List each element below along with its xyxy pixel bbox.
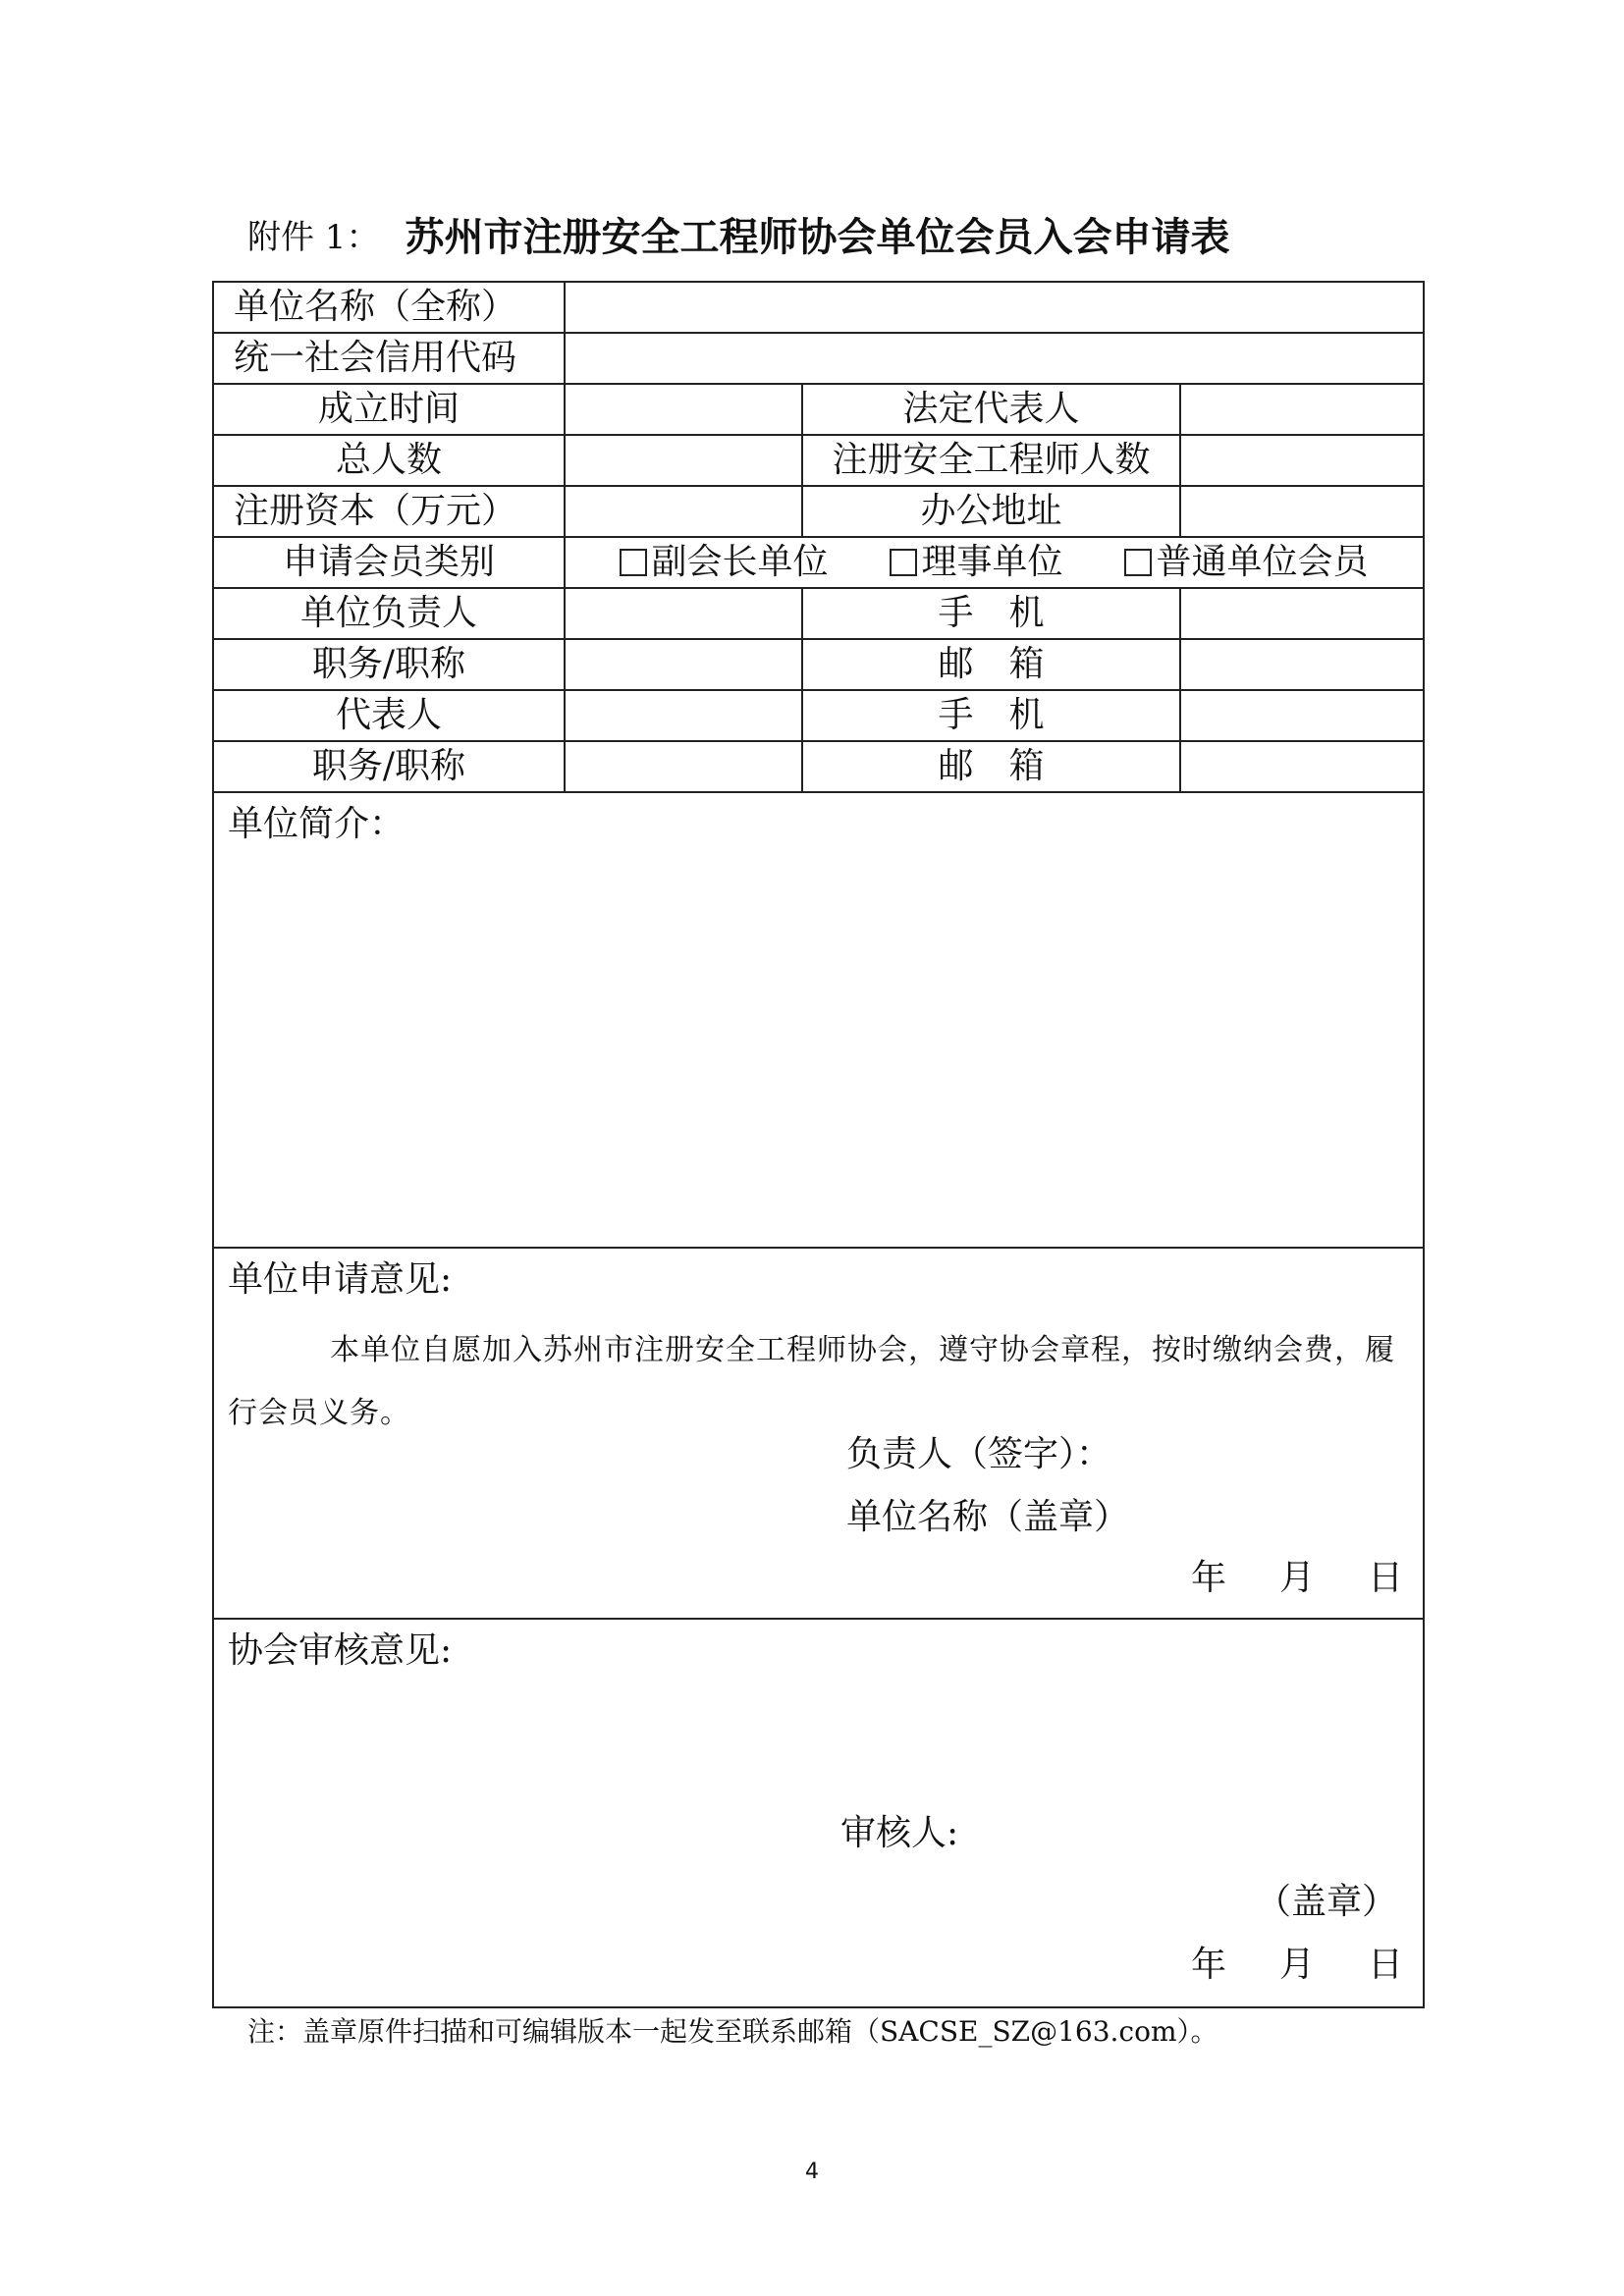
- mobile-field[interactable]: [1180, 588, 1424, 639]
- checkbox-icon[interactable]: [890, 549, 917, 576]
- row-credit-code: [213, 333, 1424, 384]
- unit-head-field[interactable]: [565, 588, 802, 639]
- engineer-count-field[interactable]: [1180, 435, 1424, 486]
- attachment-label: 附件 1：: [247, 218, 380, 257]
- legal-rep-field[interactable]: [1180, 384, 1424, 435]
- association-review-label: 协会审核意见:: [228, 1630, 453, 1671]
- row-staff: [213, 435, 1424, 486]
- email-field[interactable]: [1180, 639, 1424, 690]
- member-type-label: 申请会员类别: [213, 537, 565, 588]
- representative-field[interactable]: [565, 690, 802, 741]
- row-established: [213, 384, 1424, 435]
- option-label: 副会长单位: [651, 542, 829, 582]
- row-unit-intro: [213, 792, 1424, 1248]
- position-label-2: 职务/职称: [213, 741, 565, 792]
- office-address-field[interactable]: [1180, 486, 1424, 537]
- row-representative: [213, 690, 1424, 741]
- established-field[interactable]: [565, 384, 802, 435]
- mobile-label: 手 机: [802, 588, 1180, 639]
- application-date: [1138, 1558, 1404, 1598]
- checkbox-icon[interactable]: [1124, 549, 1152, 576]
- credit-code-label: 统一社会信用代码: [213, 333, 565, 384]
- checkbox-icon[interactable]: [620, 549, 647, 576]
- established-label: 成立时间: [213, 384, 565, 435]
- unit-seal-label: 单位名称（盖章）: [846, 1497, 1130, 1537]
- total-staff-label: 总人数: [213, 435, 565, 486]
- day-label: 日: [1368, 1558, 1404, 1598]
- year-label: 年: [1190, 1558, 1226, 1598]
- application-form-table: [212, 281, 1425, 2008]
- row-application-opinion: [213, 1248, 1424, 1619]
- association-review-box: [213, 1619, 1424, 2007]
- email-label-2: 邮 箱: [802, 741, 1180, 792]
- row-association-review: [213, 1619, 1424, 2007]
- capital-label: 注册资本（万元）: [213, 486, 565, 537]
- representative-label: 代表人: [213, 690, 565, 741]
- option-regular-unit-member[interactable]: [1124, 542, 1369, 582]
- option-label: 普通单位会员: [1156, 542, 1369, 582]
- form-title: 苏州市注册安全工程师协会单位会员入会申请表: [405, 215, 1230, 260]
- month-label: 月: [1279, 1945, 1316, 1985]
- row-capital: [213, 486, 1424, 537]
- position-label: 职务/职称: [213, 639, 565, 690]
- member-type-options: [565, 537, 1424, 588]
- office-address-label: 办公地址: [802, 486, 1180, 537]
- unit-name-label: 单位名称（全称）: [213, 282, 565, 333]
- capital-field[interactable]: [565, 486, 802, 537]
- position-field-2[interactable]: [565, 741, 802, 792]
- unit-intro-box[interactable]: [213, 792, 1424, 1248]
- application-opinion-label: 单位申请意见:: [228, 1259, 453, 1300]
- total-staff-field[interactable]: [565, 435, 802, 486]
- day-label: 日: [1368, 1945, 1404, 1985]
- mobile-label-2: 手 机: [802, 690, 1180, 741]
- application-statement: 本单位自愿加入苏州市注册安全工程师协会，遵守协会章程，按时缴纳会费，履行会员义务。: [228, 1333, 1395, 1430]
- row-position-2: [213, 741, 1424, 792]
- row-position: [213, 639, 1424, 690]
- association-seal-label: （盖章）: [1256, 1882, 1398, 1922]
- month-label: 月: [1279, 1558, 1316, 1598]
- position-field[interactable]: [565, 639, 802, 690]
- engineer-count-label: 注册安全工程师人数: [802, 435, 1180, 486]
- credit-code-field[interactable]: [565, 333, 1424, 384]
- review-date: [1138, 1945, 1404, 1985]
- footnote: 注：盖章原件扫描和可编辑版本一起发至联系邮箱（SACSE_SZ@163.com）。: [247, 2015, 1218, 2048]
- document-title: [247, 206, 1426, 265]
- email-label: 邮 箱: [802, 639, 1180, 690]
- year-label: 年: [1190, 1945, 1226, 1985]
- email-field-2[interactable]: [1180, 741, 1424, 792]
- row-unit-head: [213, 588, 1424, 639]
- option-council-unit[interactable]: [890, 542, 1063, 582]
- legal-rep-label: 法定代表人: [802, 384, 1180, 435]
- option-label: 理事单位: [921, 542, 1063, 582]
- row-member-type: [213, 537, 1424, 588]
- unit-intro-label: 单位简介：: [228, 804, 406, 844]
- mobile-field-2[interactable]: [1180, 690, 1424, 741]
- application-opinion-box: [213, 1248, 1424, 1619]
- unit-head-label: 单位负责人: [213, 588, 565, 639]
- reviewer-label: 审核人:: [840, 1813, 959, 1853]
- page-number: 4: [805, 2160, 819, 2184]
- option-vice-president-unit[interactable]: [620, 542, 829, 582]
- row-unit-name: [213, 282, 1424, 333]
- unit-name-field[interactable]: [565, 282, 1424, 333]
- signer-label: 负责人（签字）：: [846, 1434, 1112, 1474]
